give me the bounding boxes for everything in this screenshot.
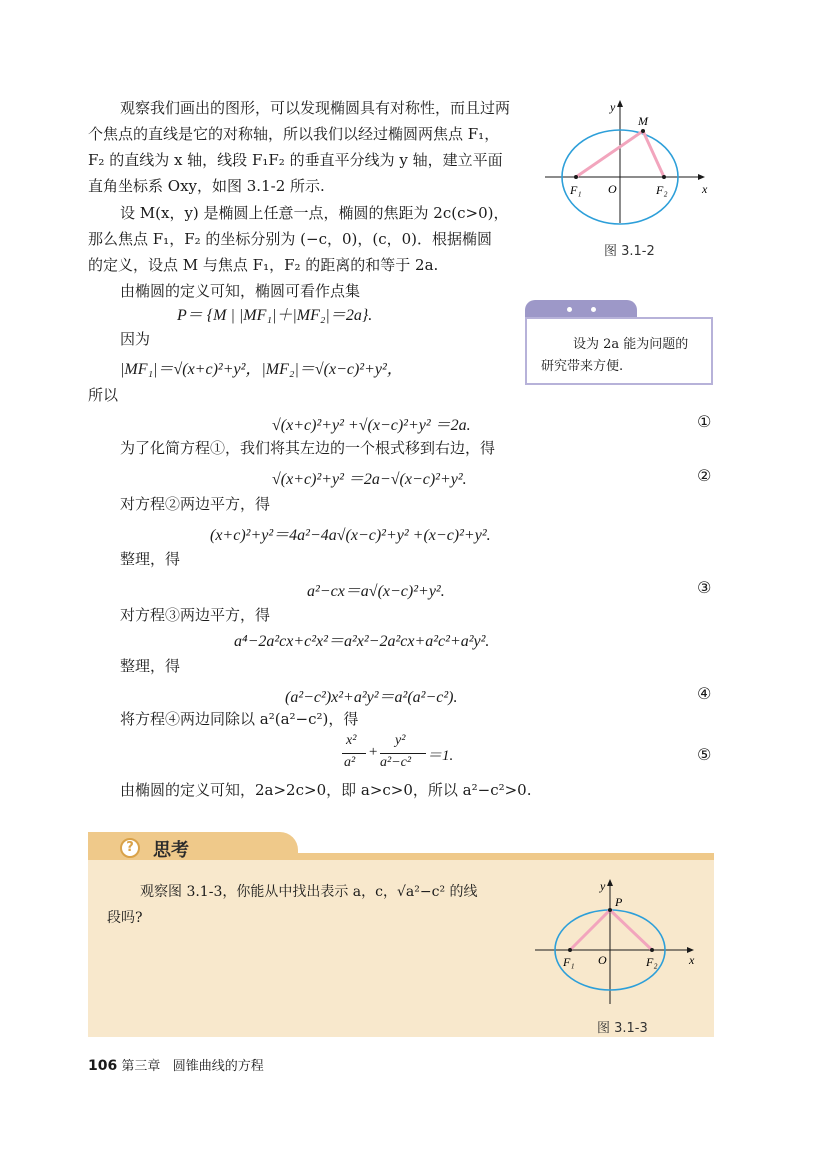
eq5-frac2-bar [380, 753, 426, 754]
y-axis-arrow [607, 879, 613, 886]
sidenote-line1: 设为 2a 能为问题的 [573, 337, 689, 352]
label-f1: F₁ [563, 955, 575, 969]
think-line1: 观察图 3.1-3，你能从中找出表示 a，c，√a²−c² 的线 [140, 884, 478, 900]
chapter-label: 第三章 [121, 1059, 161, 1074]
para3: 由椭圆的定义可知，椭圆可看作点集 [120, 282, 361, 300]
figure-3-1-2-caption: 图 3.1-2 [604, 244, 655, 259]
so-label: 所以 [88, 386, 119, 404]
equation-squared: (x+c)²+y²＝4a²−4a√(x−c)²+y² +(x−c)²+y². [210, 527, 491, 544]
figure-3-1-3 [530, 876, 705, 1008]
step4-text: 整理，得 [120, 550, 181, 568]
para2-line3: 的定义，设点 M 与焦点 F₁，F₂ 的距离的和等于 2a. [88, 256, 439, 274]
equation-1: √(x+c)²+y² +√(x−c)²+y² ＝2a. [272, 417, 471, 434]
step2-text: 为了化简方程①，我们将其左边的一个根式移到右边，得 [120, 439, 496, 457]
eq5-frac2-numerator: y² [395, 733, 406, 748]
label-m: M [638, 114, 648, 128]
focus-f1-point [568, 948, 572, 952]
page-number: 106 [88, 1058, 118, 1074]
page-footer [88, 1055, 264, 1074]
para1-line3: F₂ 的直线为 x 轴，线段 F₁F₂ 的垂直平分线为 y 轴，建立平面 [88, 151, 503, 169]
step8-text: 由椭圆的定义可知，2a>2c>0，即 a>c>0，所以 a²−c²>0. [120, 781, 532, 799]
sidenote-line2: 研究带来方便. [541, 359, 624, 374]
label-x: x [702, 182, 708, 196]
label-x: x [689, 953, 695, 967]
tab-dot [591, 307, 596, 312]
equation-2: √(x+c)²+y² ＝2a−√(x−c)²+y². [272, 471, 467, 488]
step6-text: 整理，得 [120, 657, 181, 675]
eq5-frac1-numerator: x² [346, 733, 357, 748]
label-p: P [615, 895, 623, 909]
x-axis-arrow [698, 174, 705, 180]
because-label: 因为 [120, 330, 151, 348]
eq5-frac2-denominator: a²−c² [380, 755, 412, 770]
label-o: O [598, 953, 607, 967]
eq5-plus: + [368, 744, 379, 760]
mf-equation: |MF₁|＝√(x+c)²+y²，|MF₂|＝√(x−c)²+y²， [120, 361, 403, 378]
point-p [608, 908, 612, 912]
focus-f2-point [650, 948, 654, 952]
label-f2: F₂ [646, 955, 658, 969]
para1-line4: 直角坐标系 Oxy，如图 3.1-2 所示. [88, 177, 325, 195]
label-o: O [608, 182, 617, 196]
label-f1: F₁ [570, 183, 582, 197]
para2-line1: 设 M(x，y) 是椭圆上任意一点，椭圆的焦距为 2c(c>0)， [120, 204, 509, 222]
label-f2: F₂ [656, 183, 668, 197]
para2-line2: 那么焦点 F₁，F₂ 的坐标分别为 (−c，0)，(c，0)．根据椭圆 [88, 230, 493, 248]
equation-3-number: ③ [697, 578, 712, 597]
sidenote-box [525, 317, 713, 385]
step7-text: 将方程④两边同除以 a²(a²−c²)，得 [120, 710, 359, 728]
step3-text: 对方程②两边平方，得 [120, 495, 271, 513]
equation-5 [340, 733, 460, 773]
y-axis-arrow [617, 100, 623, 107]
point-m [641, 129, 645, 133]
eq5-frac1-bar [342, 753, 366, 754]
equation-4-number: ④ [697, 684, 712, 703]
figure-3-1-3-caption: 图 3.1-3 [597, 1021, 648, 1036]
step5-text: 对方程③两边平方，得 [120, 606, 271, 624]
para1-line2: 个焦点的直线是它的对称轴，所以我们以经过椭圆两焦点 F₁， [88, 125, 500, 143]
eq5-rhs: ＝1. [427, 748, 454, 764]
label-y: y [600, 879, 606, 893]
equation-5-number: ⑤ [697, 745, 712, 764]
set-equation: P＝ {M | |MF₁|＋|MF₂|＝2a}. [177, 307, 373, 324]
chapter-title: 圆锥曲线的方程 [172, 1059, 264, 1074]
equation-3: a²−cx＝a√(x−c)²+y². [307, 583, 445, 600]
label-y: y [610, 100, 616, 114]
equation-4: (a²−c²)x²+a²y²＝a²(a²−c²). [285, 689, 458, 706]
think-title: 思考 [153, 840, 189, 861]
question-icon: ? [120, 838, 140, 858]
para1-line1: 观察我们画出的图形，可以发现椭圆具有对称性，而且过两 [120, 99, 511, 117]
tab-dot [567, 307, 572, 312]
equation-squared-2: a⁴−2a²cx+c²x²＝a²x²−2a²cx+a²c²+a²y². [234, 633, 490, 650]
figure-3-1-2 [540, 95, 715, 230]
think-line2: 段吗? [107, 910, 143, 926]
focus-f1-point [574, 175, 578, 179]
focus-f2-point [662, 175, 666, 179]
equation-1-number: ① [697, 412, 712, 431]
eq5-frac1-denominator: a² [344, 755, 356, 770]
equation-2-number: ② [697, 466, 712, 485]
